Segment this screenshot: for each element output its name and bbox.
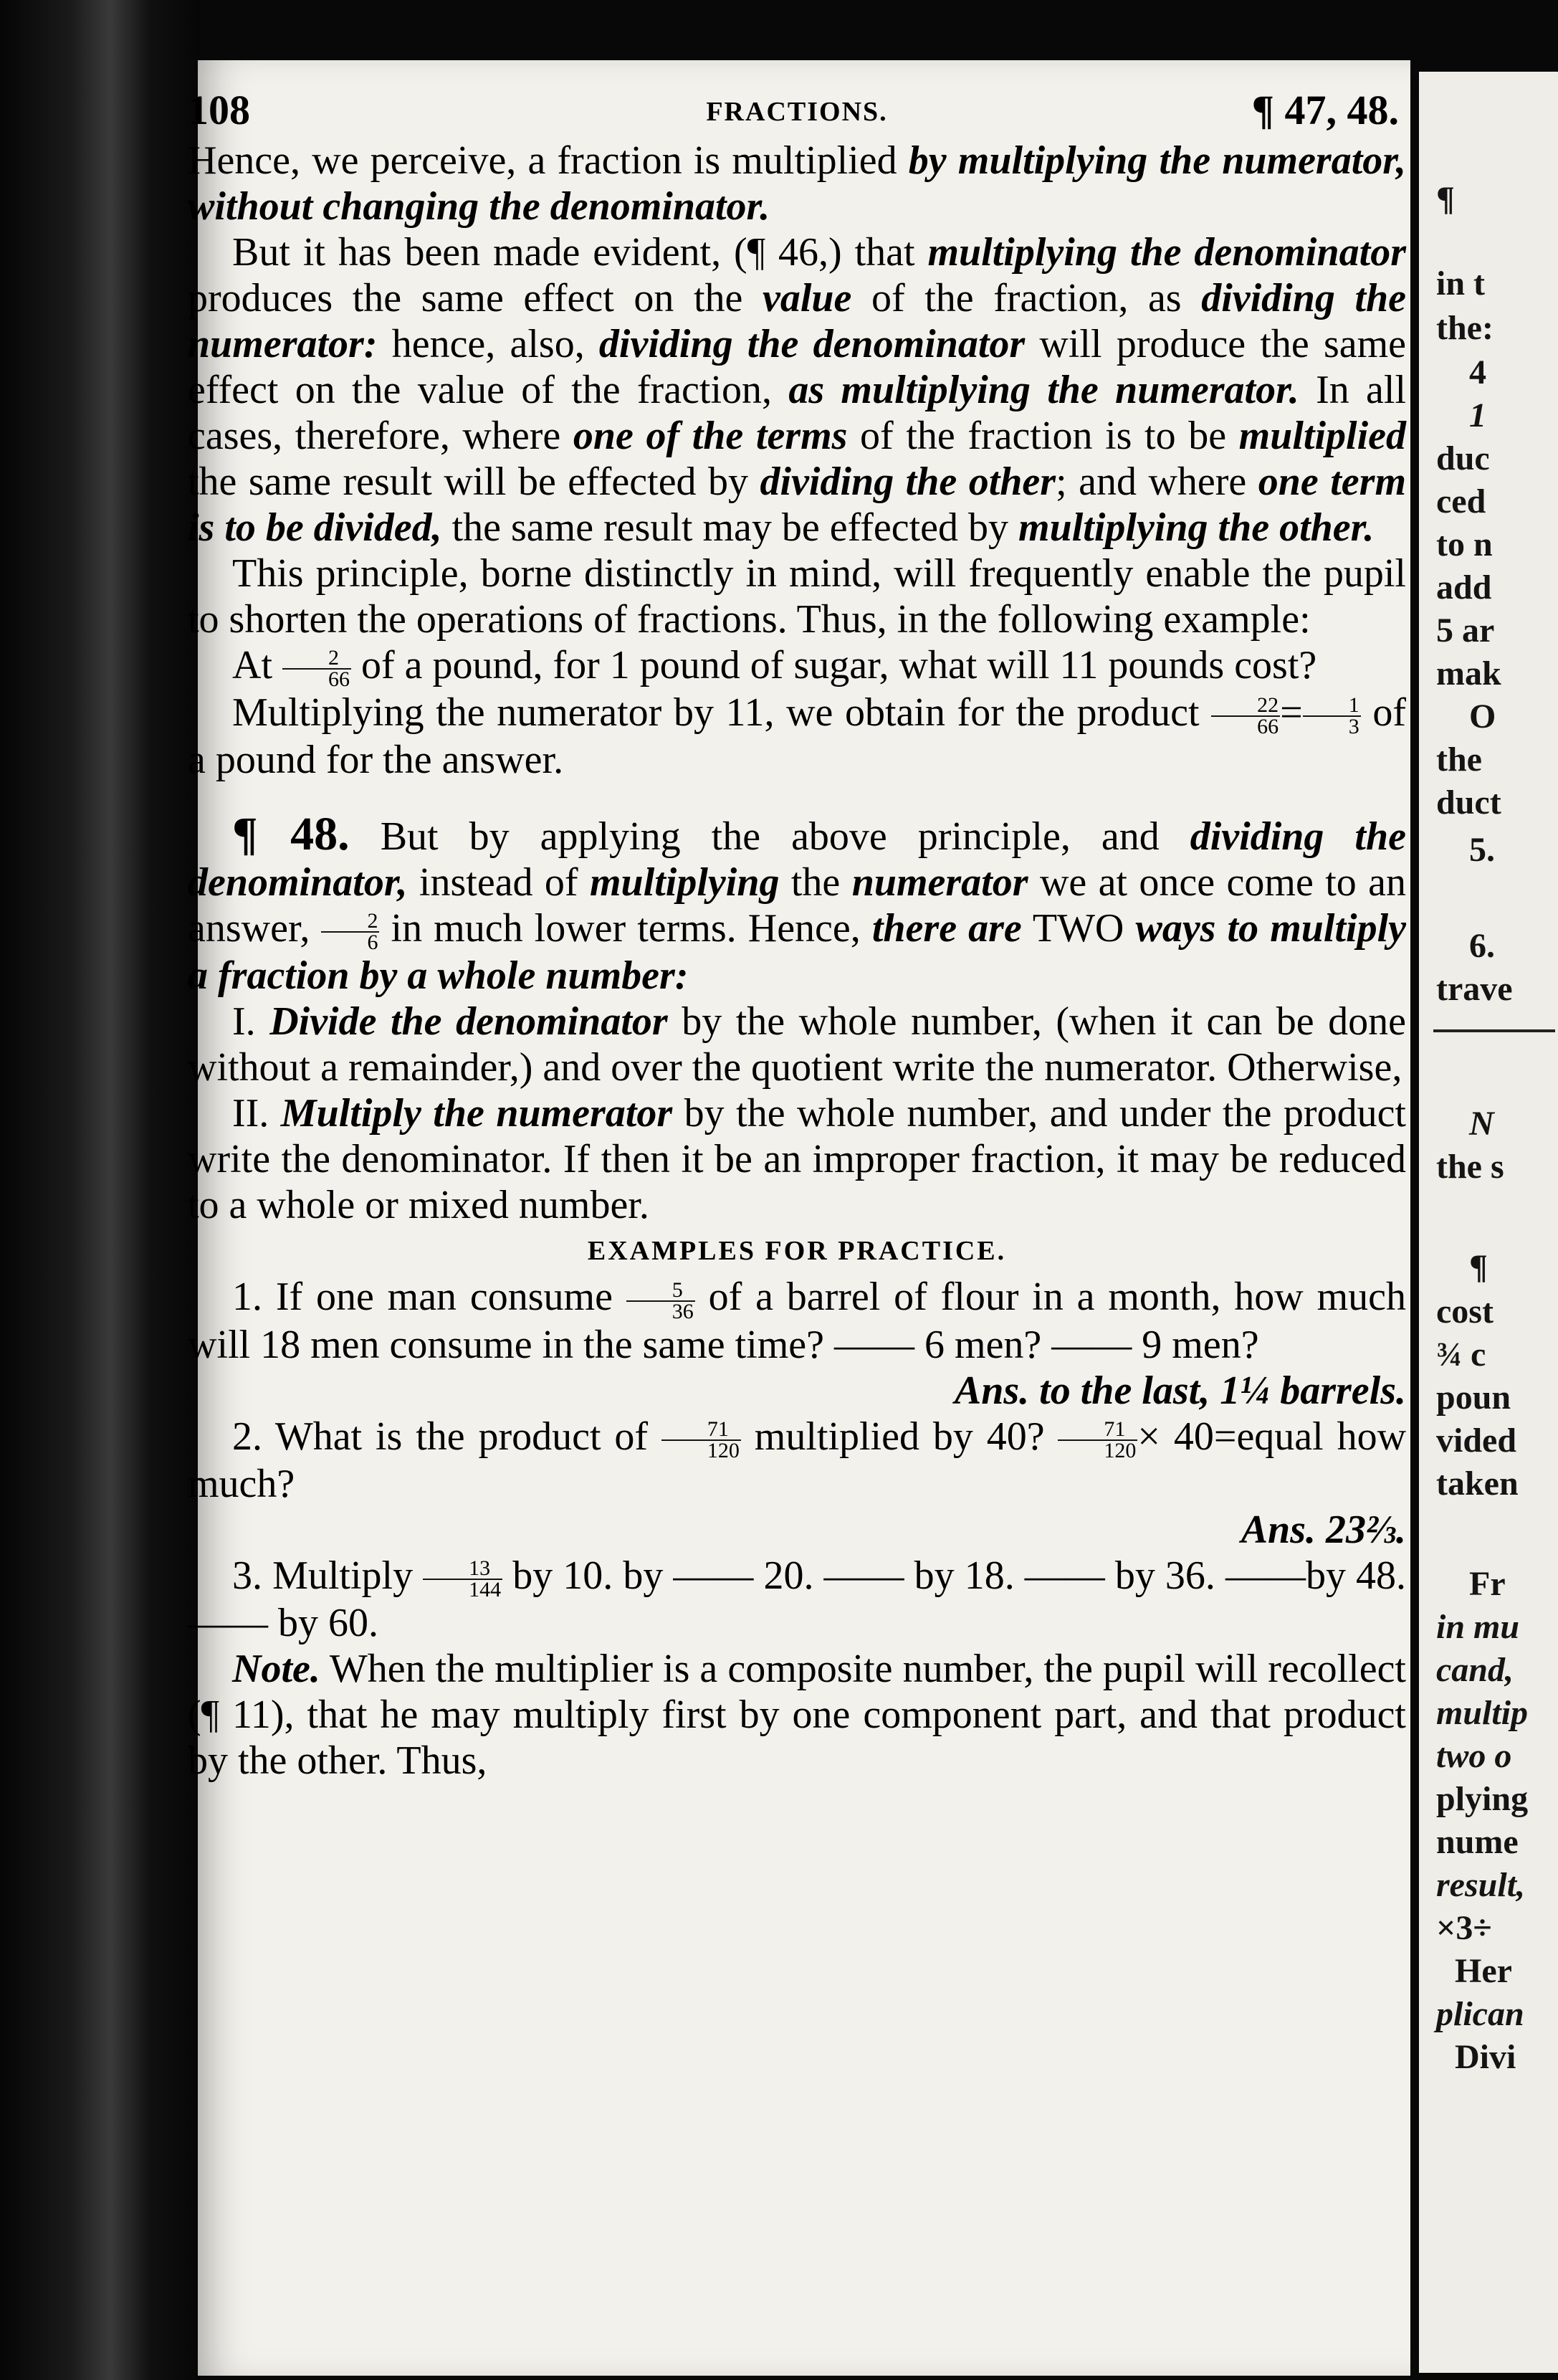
adjacent-fragment: Divi	[1455, 2038, 1516, 2076]
fraction: $\frac{22}{66}$	[1211, 695, 1280, 737]
page-text	[188, 138, 1406, 1784]
adjacent-fragment: the:	[1436, 309, 1494, 347]
fraction: $\frac{13}{144}$	[423, 1558, 502, 1600]
answer: Ans. 23⅔.	[1241, 1507, 1406, 1552]
adjacent-fragment: 5 ar	[1436, 611, 1495, 649]
example-3: 3. Multiply $\frac{13}{144}$ by 10. by —— 20. —— by 18. —— by 36. ——by 48. —— by 60.	[188, 1553, 1407, 1645]
adjacent-fragment: Fr	[1469, 1565, 1506, 1603]
rule-one: I. Divide the denominator by the whole number, (when it can be done without a remainder,) and over the quotient write the numerator. Otherwise,	[188, 999, 1406, 1090]
fraction: $\frac{2}{66}$	[282, 648, 351, 690]
adjacent-fragment: ced	[1436, 482, 1486, 520]
adjacent-fragment: 5.	[1469, 831, 1495, 869]
page-number: 108	[188, 87, 250, 133]
example-2: 2. What is the product of $\frac{71}{120}$ multiplied by 40? $\frac{71}{120}$ × 40=equal how much?	[188, 1414, 1407, 1506]
adjacent-fragment: duc	[1436, 439, 1490, 477]
adjacent-fragment: in t	[1436, 265, 1486, 303]
adjacent-fragment: 6.	[1469, 927, 1495, 965]
adjacent-fragment: plying	[1436, 1780, 1529, 1818]
adjacent-fragment: ¶	[1436, 180, 1455, 218]
adjacent-fragment: 4	[1469, 353, 1486, 391]
section-gap	[188, 783, 1406, 811]
chapter-title: FRACTIONS.	[706, 97, 888, 127]
rule-two: II. Multiply the numerator by the whole number, and under the product write the denominator. If then it be an improper fraction, it may be reduced to a whole or mixed number.	[188, 1091, 1406, 1228]
adjacent-fragment: ×3÷	[1436, 1909, 1492, 1947]
adjacent-fragment: poun	[1436, 1379, 1511, 1417]
fraction: $\frac{5}{36}$	[626, 1280, 695, 1322]
section-mark: ¶ 48.	[232, 808, 350, 861]
examples-heading: EXAMPLES FOR PRACTICE.	[587, 1236, 1007, 1267]
adjacent-fragment: duct	[1436, 784, 1501, 822]
adjacent-fragment: plican	[1436, 1995, 1524, 2033]
adjacent-fragment: the s	[1436, 1148, 1504, 1186]
adjacent-fragment: ¶	[1469, 1248, 1488, 1286]
fraction: $\frac{71}{120}$	[1058, 1419, 1137, 1461]
adjacent-page-edge	[1419, 72, 1558, 2373]
adjacent-fragment: trave	[1436, 970, 1513, 1008]
adjacent-fragment: nume	[1436, 1823, 1519, 1861]
adjacent-fragment: in mu	[1436, 1608, 1520, 1646]
running-head	[188, 86, 1406, 143]
answer: Ans. to the last, 1¼ barrels.	[954, 1368, 1406, 1413]
adjacent-fragment: 1	[1469, 396, 1486, 434]
adjacent-fragment: add	[1436, 568, 1492, 606]
note-label: Note.	[232, 1646, 320, 1691]
adjacent-fragment: Her	[1455, 1952, 1512, 1990]
example-2-answer-line	[188, 1507, 1406, 1553]
example-1-answer-line	[188, 1368, 1406, 1414]
fraction: $\frac{1}{3}$	[1303, 695, 1361, 737]
adjacent-rule	[1433, 1029, 1555, 1032]
adjacent-fragment: the	[1436, 741, 1482, 779]
adjacent-fragment: vided	[1436, 1422, 1517, 1460]
adjacent-fragment: N	[1469, 1105, 1494, 1143]
adjacent-fragment: cand,	[1436, 1651, 1514, 1689]
paragraph-this-principle: This principle, borne distinctly in mind, will frequently enable the pupil to shorten the operations of fractions. Thus, in the following example:	[188, 551, 1406, 642]
note-paragraph: Note. When the multiplier is a composite number, the pupil will recollect (¶ 11), that he may multiply first by one component part, and that product by the other. Thus,	[188, 1646, 1406, 1783]
adjacent-fragment: two o	[1436, 1737, 1512, 1775]
section-reference: ¶ 47, 48.	[1251, 87, 1399, 133]
adjacent-fragment: mak	[1436, 654, 1501, 692]
adjacent-fragment: result,	[1436, 1866, 1526, 1904]
adjacent-fragment: O	[1469, 698, 1496, 736]
adjacent-fragment: ¾ c	[1436, 1336, 1486, 1374]
fraction: $\frac{71}{120}$	[661, 1419, 741, 1461]
example-1: 1. If one man consume $\frac{5}{36}$ of a barrel of flour in a month, how much will 18 men consume in the same time? —— 6 men? —— 9 men?	[188, 1275, 1406, 1367]
adjacent-fragment: taken	[1436, 1465, 1519, 1503]
adjacent-fragment: cost	[1436, 1293, 1494, 1331]
paragraph-sugar-example: At $\frac{2}{66}$ of a pound, for 1 pound of sugar, what will 11 pounds cost?	[232, 643, 1317, 692]
book-spine	[0, 0, 201, 2380]
adjacent-fragment: multip	[1436, 1694, 1529, 1732]
paragraph-denominator-principle: But it has been made evident, (¶ 46,) that multiplying the denominator produces the same effect on the value of the fraction, as dividing the numerator: hence, also, dividing the denominator will produce the same effect on the value of the fraction, as multiplying the numerator. In all cases, therefore, where one of the terms of the fraction is to be multiplied the same result will be effected by dividing the other; and where one term is to be divided, the same result may be effected by multiplying the other.	[188, 230, 1407, 550]
paragraph-section-48: ¶ 48. But by applying the above principle, and dividing the denominator, instead of multiplying the numerator we at once come to an answer, $\frac{2}{6}$ in much lower terms. Hence, there are TWO ways to multiply a fraction by a whole number:	[188, 808, 1406, 999]
paragraph-product-answer: Multiplying the numerator by 11, we obtain for the product $\frac{22}{66}$ = $\frac{1}{3}$ of a pound for the answer.	[188, 690, 1407, 783]
paragraph-multiplying-numerator: Hence, we perceive, a fraction is multiplied by multiplying the numerator, without changing the denominator.	[188, 138, 1406, 229]
fraction: $\frac{2}{6}$	[321, 911, 379, 953]
adjacent-fragment: to n	[1436, 525, 1493, 563]
